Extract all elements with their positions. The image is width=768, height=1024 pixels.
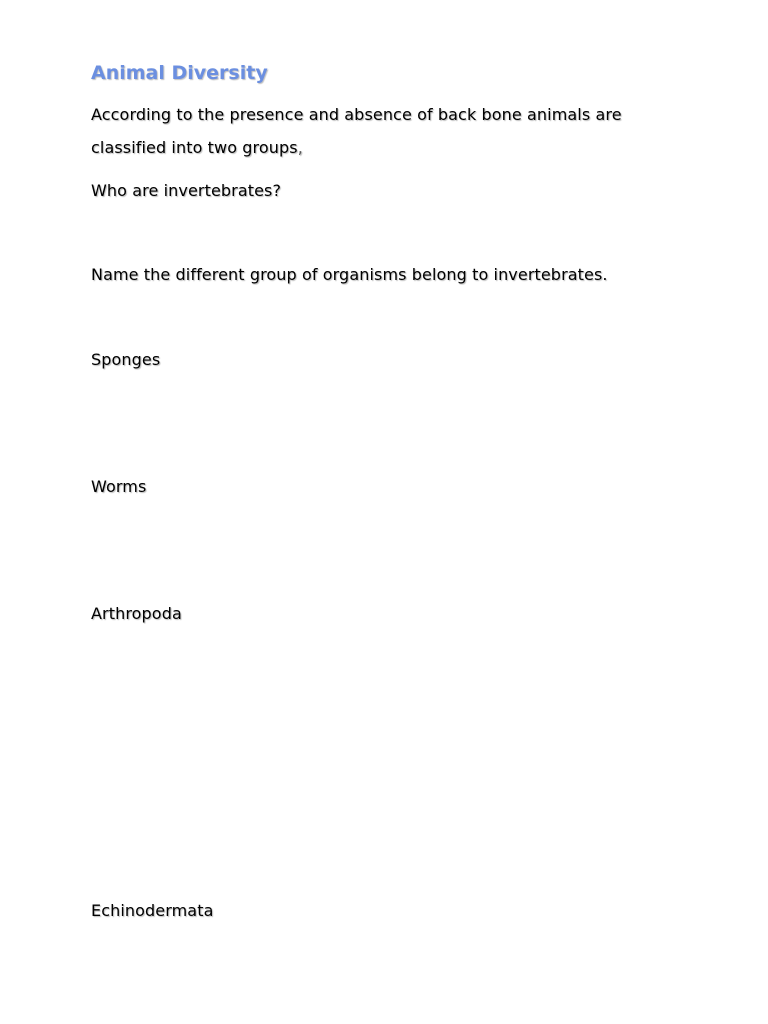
group-heading-echinodermata: Echinodermata — [91, 901, 214, 920]
group-heading-worms: Worms — [91, 477, 147, 496]
intro-text-line-2 — [91, 138, 303, 158]
group-heading-arthropoda: Arthropoda — [91, 604, 182, 623]
intro-text-line-1: According to the presence and absence of back bone animals are — [91, 105, 622, 124]
question-invertebrates: Who are invertebrates? — [91, 181, 282, 200]
group-heading-sponges: Sponges — [91, 350, 161, 369]
question-invertebrate-groups: Name the different group of organisms belong to invertebrates. — [91, 265, 608, 284]
document-title: Animal Diversity — [91, 62, 268, 84]
intro-text-line-2-words: classified into two groups — [91, 138, 298, 157]
intro-text-line-2-comma: , — [297, 138, 303, 157]
